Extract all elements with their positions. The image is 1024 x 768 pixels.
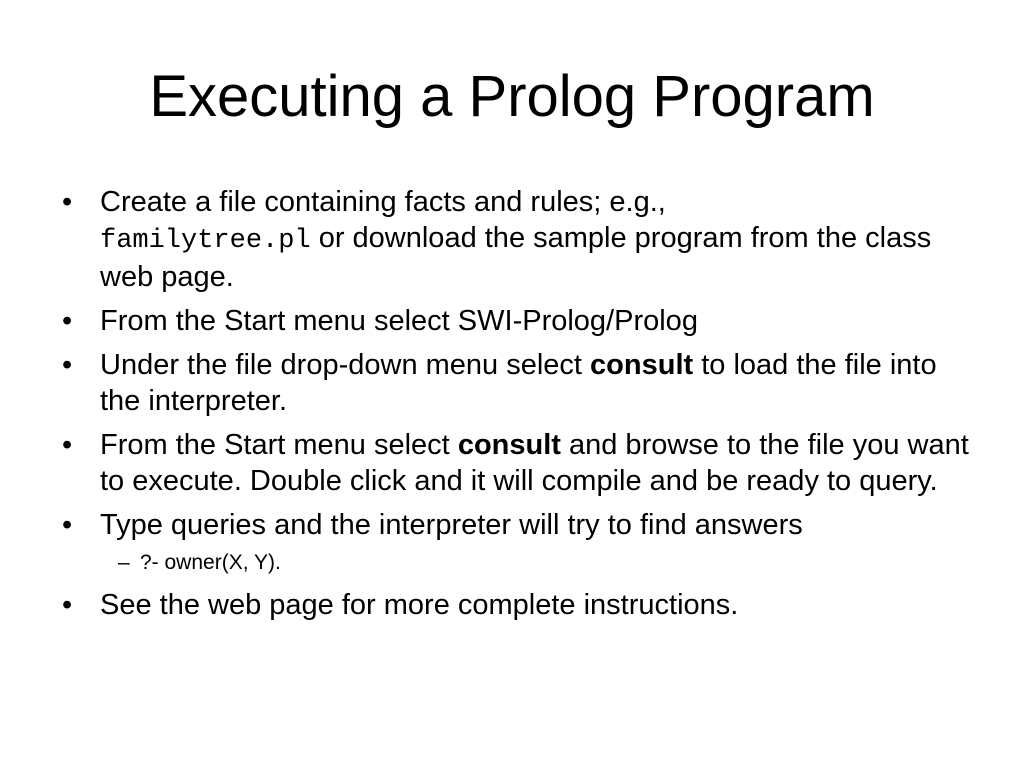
bullet-text: See the web page for more complete instructions.: [100, 589, 739, 621]
consult-keyword: consult: [590, 349, 694, 381]
query-example: ?- owner(X, Y).: [140, 551, 281, 574]
bullet-marker: •: [62, 589, 73, 621]
bullet-type-queries: [56, 507, 976, 543]
bullet-web-page: [56, 587, 976, 623]
bullet-consult-menu: [56, 347, 976, 419]
bullet-consult-start: [56, 427, 976, 499]
consult-keyword: consult: [457, 429, 561, 461]
bullet-text-continued: and browse to the file you want to execute. Double click and it will compile and be ready to query.: [100, 429, 969, 497]
bullet-list: [56, 184, 976, 631]
code-filename: familytree.pl: [100, 226, 311, 256]
bullet-marker: •: [62, 305, 73, 337]
bullet-text: Create a file containing facts and rules; e.g.,: [100, 186, 666, 218]
bullet-create-file: [56, 184, 976, 295]
sub-bullet-query-example: [118, 549, 976, 577]
bullet-text-continued: or download the sample program from the class web page.: [100, 222, 932, 293]
bullet-marker: •: [62, 429, 73, 461]
slide-title: Executing a Prolog Program: [149, 64, 875, 129]
bullet-text: Under the file drop-down menu select: [100, 349, 591, 381]
bullet-marker: •: [62, 509, 73, 541]
sub-bullet-marker: –: [118, 551, 130, 574]
bullet-marker: •: [62, 186, 73, 218]
bullet-text: From the Start menu select SWI-Prolog/Prolog: [100, 305, 698, 337]
bullet-text: From the Start menu select: [100, 429, 458, 461]
bullet-marker: •: [62, 349, 73, 381]
bullet-start-menu: [56, 303, 976, 339]
bullet-text: Type queries and the interpreter will try to find answers: [100, 509, 803, 541]
bullet-text-continued: to load the file into the interpreter.: [100, 349, 937, 417]
